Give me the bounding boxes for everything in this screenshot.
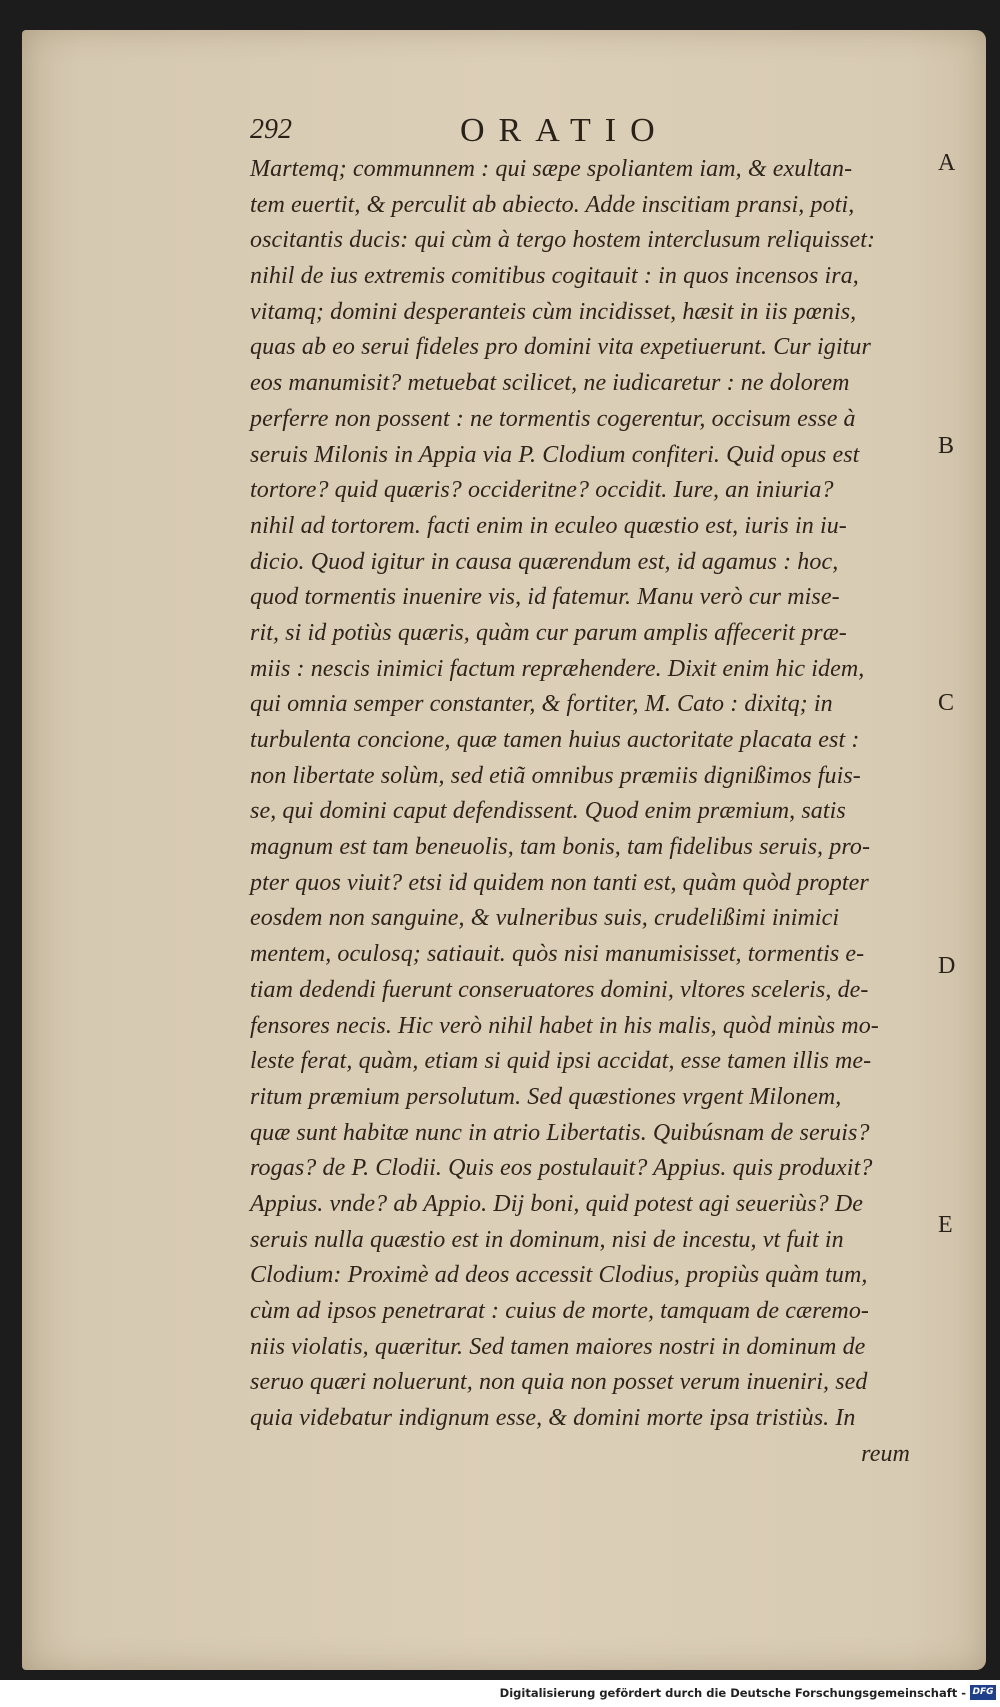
footer-bar xyxy=(0,1680,1000,1707)
margin-letter-d: D xyxy=(938,953,956,979)
text-line: quod tormentis inuenire vis, id fatemur. Manu verò cur mise- xyxy=(250,584,840,611)
text-line: tiam dedendi fuerunt conseruatores domini, vltores sceleris, de- xyxy=(250,976,869,1003)
text-line: rogas? de P. Clodii. Quis eos postulauit? Appius. quis produxit? xyxy=(250,1155,873,1182)
text-line: ritum præmium persolutum. Sed quæstiones vrgent Milonem, xyxy=(250,1083,842,1110)
margin-letter-a: A xyxy=(938,150,956,176)
text-line: qui omnia semper constanter, & fortiter, M. Cato : dixitq; in xyxy=(250,691,833,718)
text-line: seruis Milonis in Appia via P. Clodium confiteri. Quid opus est xyxy=(250,441,860,468)
text-line: oscitantis ducis: qui cùm à tergo hostem interclusum reliquisset: xyxy=(250,227,876,254)
text-line: tortore? quid quæris? occideritne? occidit. Iure, an iniuria? xyxy=(250,477,834,504)
text-line: leste ferat, quàm, etiam si quid ipsi accidat, esse tamen illis me- xyxy=(250,1048,872,1075)
page-header xyxy=(250,112,750,152)
text-line: Appius. vnde? ab Appio. Dij boni, quid potest agi seueriùs? De xyxy=(250,1190,864,1217)
page-number: 292 xyxy=(250,114,292,145)
digitization-credit: Digitalisierung gefördert durch die Deutsche Forschungsgemeinschaft - xyxy=(499,1686,966,1700)
text-line: miis : nescis inimici factum repræhendere. Dixit enim hic idem, xyxy=(250,655,865,682)
text-line: eosdem non sanguine, & vulneribus suis, crudelißimi inimici xyxy=(250,905,840,932)
margin-letter-e: E xyxy=(938,1212,953,1238)
text-line: eos manumisit? metuebat scilicet, ne iudicaretur : ne dolorem xyxy=(250,370,850,397)
text-line: quæ sunt habitæ nunc in atrio Libertatis. Quibúsnam de seruis? xyxy=(250,1119,870,1146)
text-line: dicio. Quod igitur in causa quærendum est, id agamus : hoc, xyxy=(250,548,839,575)
text-line: magnum est tam beneuolis, tam bonis, tam fidelibus seruis, pro- xyxy=(250,834,871,861)
text-line: cùm ad ipsos penetrarat : cuius de morte, tamquam de cæremo- xyxy=(250,1298,870,1324)
text-line: nihil de ius extremis comitibus cogitauit : in quos incensos ira, xyxy=(250,263,859,290)
text-line: seruo quæri noluerunt, non quia non posset verum inueniri, sed xyxy=(250,1369,868,1396)
text-line: rit, si id potiùs quæris, quàm cur parum amplis affecerit præ- xyxy=(250,619,847,646)
text-line: se, qui domini caput defendissent. Quod enim præmium, satis xyxy=(250,798,846,825)
text-line: mentem, oculosq; satiauit. quòs nisi manumisisset, tormentis e- xyxy=(250,941,865,968)
text-line: tem euertit, & perculit ab abiecto. Adde inscitiam pransi, poti, xyxy=(250,191,855,218)
text-line: non libertate solùm, sed etiã omnibus præmiis dignißimos fuis- xyxy=(250,762,861,789)
text-line: nihil ad tortorem. facti enim in eculeo quæstio est, iuris in iu- xyxy=(250,512,847,539)
text-line: niis violatis, quæritur. Sed tamen maiores nostri in dominum de xyxy=(250,1333,866,1360)
dfg-logo-icon: DFG xyxy=(970,1685,996,1700)
text-line: seruis nulla quæstio est in dominum, nisi de incestu, vt fuit in xyxy=(250,1226,844,1253)
running-title: ORATIO xyxy=(460,112,669,149)
text-line: quas ab eo serui fideles pro domini vita expetiuerunt. Cur igitur xyxy=(250,334,871,361)
text-line: Clodium: Proximè ad deos accessit Clodius, propiùs quàm tum, xyxy=(250,1262,868,1289)
text-line: turbulenta concione, quæ tamen huius auctoritate placata est : xyxy=(250,727,860,753)
margin-letter-c: C xyxy=(938,690,955,716)
text-line: Martemq; communnem : qui sæpe spoliantem iam, & exultan- xyxy=(250,156,853,182)
text-line: reum xyxy=(861,1440,910,1467)
text-line: vitamq; domini desperanteis cùm incidisset, hæsit in iis pœnis, xyxy=(250,298,857,325)
margin-letter-b: B xyxy=(938,433,955,459)
text-line: fensores necis. Hic verò nihil habet in his malis, quòd minùs mo- xyxy=(250,1012,879,1039)
body-text xyxy=(250,152,930,1472)
text-line: pter quos viuit? etsi id quidem non tanti est, quàm quòd propter xyxy=(250,869,869,896)
text-line: perferre non possent : ne tormentis cogerentur, occisum esse à xyxy=(250,405,856,432)
text-line: quia videbatur indignum esse, & domini morte ipsa tristiùs. In xyxy=(250,1405,856,1432)
